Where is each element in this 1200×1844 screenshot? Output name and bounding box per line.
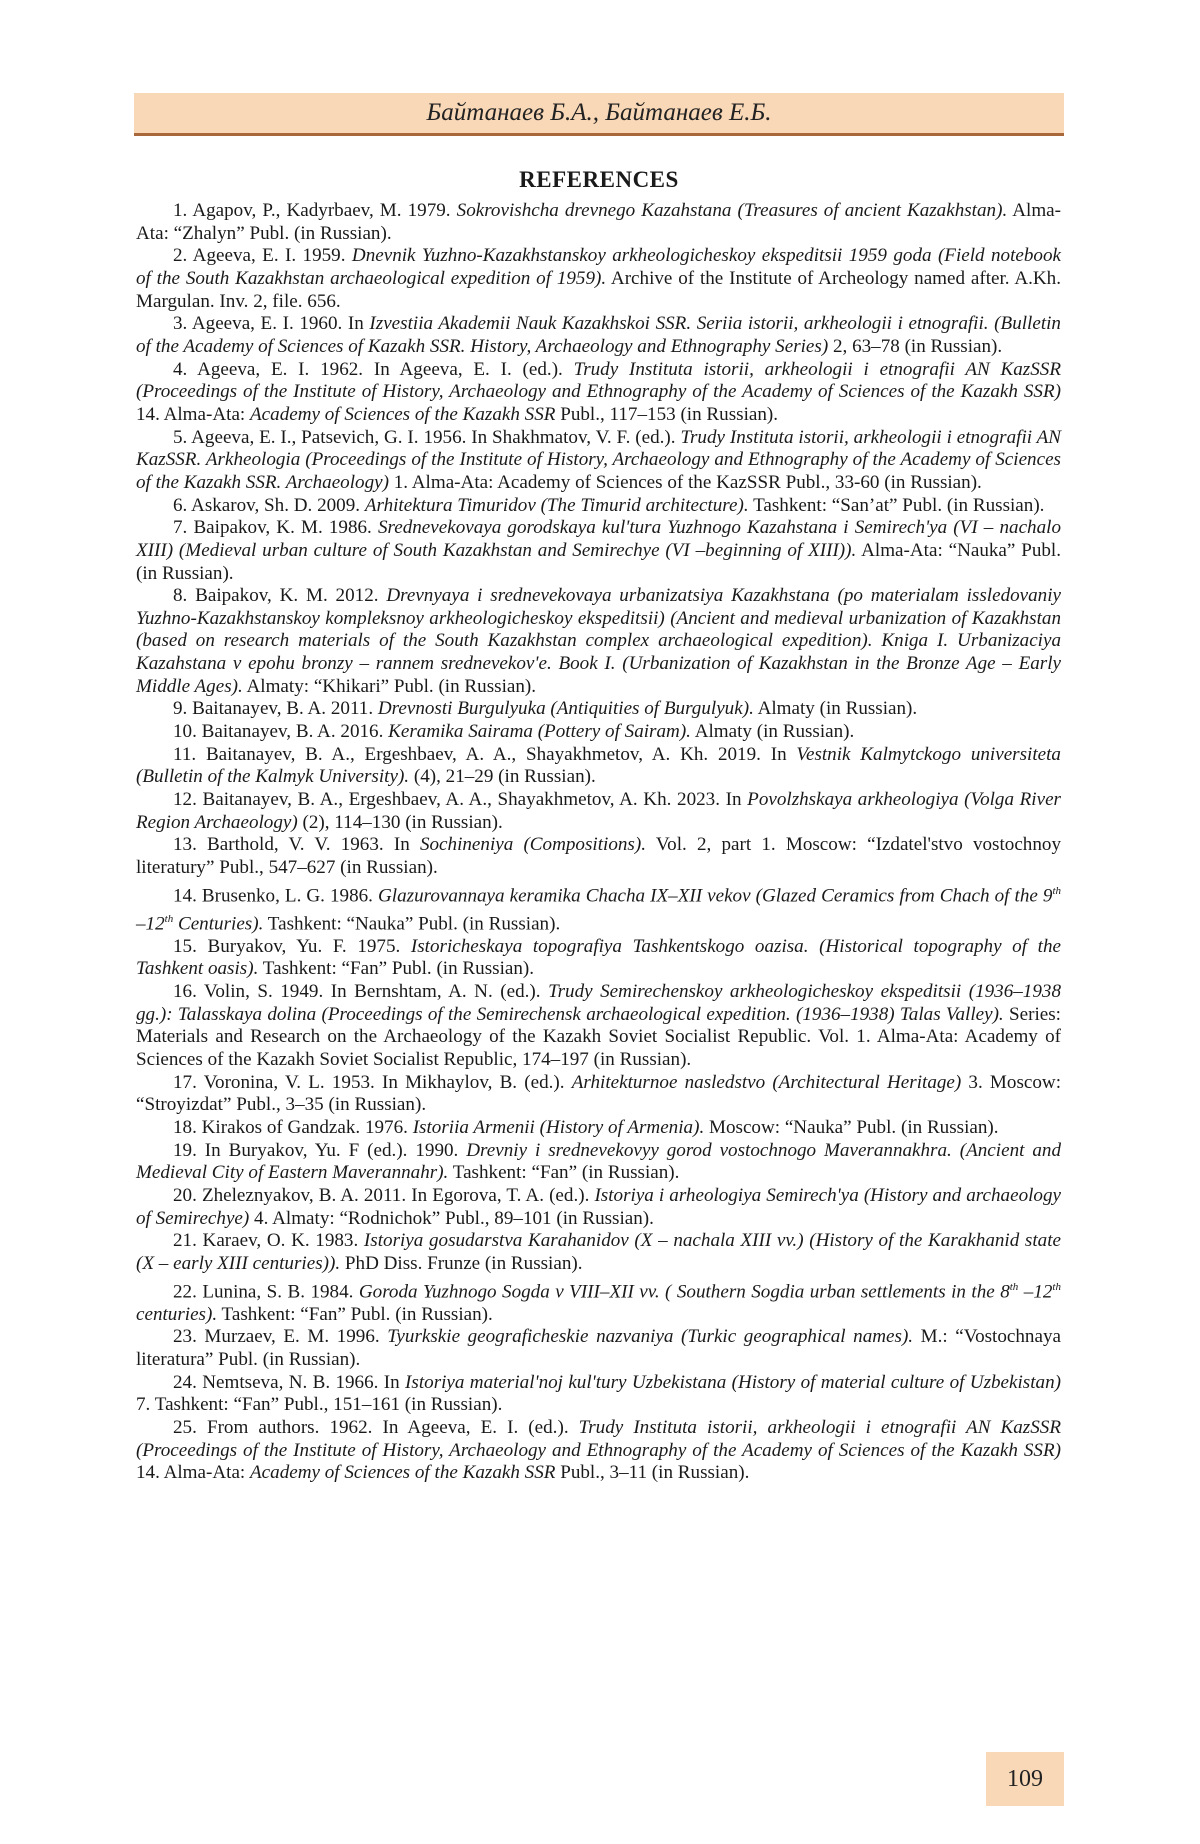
reference-item bbox=[136, 313, 1061, 358]
reference-segment: 14. Alma-Ata: bbox=[136, 404, 250, 425]
reference-segment: Sochineniya (Compositions). bbox=[420, 834, 646, 855]
reference-segment: 7. Baipakov, K. M. 1986. bbox=[173, 517, 378, 538]
reference-segment: Goroda Yuzhnogo Sogda v VIII–XII vv. ( Southern Sogdia urban settlements in the 8 bbox=[359, 1281, 1010, 1302]
reference-segment: Istoriya i arheologiya Semirech'ya (History and archaeology of Semirechye) bbox=[136, 1185, 1061, 1229]
reference-segment: Drevnosti Burgulyuka (Antiquities of Burgulyuk). bbox=[378, 698, 754, 719]
reference-segment: 3. Ageeva, E. I. 1960. In bbox=[173, 313, 369, 334]
reference-segment: 25. From authors. 1962. In Ageeva, E. I. (ed.). bbox=[173, 1417, 579, 1438]
reference-item bbox=[136, 834, 1061, 879]
reference-segment: 16. Volin, S. 1949. In Bernshtam, A. N. (ed.). bbox=[173, 981, 548, 1002]
reference-item bbox=[136, 1372, 1061, 1417]
reference-segment: 5. Ageeva, E. I., Patsevich, G. I. 1956. In Shakhmatov, V. F. (ed.). bbox=[173, 427, 680, 448]
reference-item bbox=[136, 981, 1061, 1072]
reference-segment: Vol. 2, part 1. Moscow: “Izdatel'stvo vostochnoy literatury” Publ., 547–627 (in Russian). bbox=[136, 834, 1061, 878]
reference-segment: 2, 63–78 (in Russian). bbox=[828, 336, 1002, 357]
reference-segment: Sokrovishcha drevnego Kazahstana (Treasures of ancient Kazakhstan). bbox=[457, 200, 1008, 221]
reference-item bbox=[136, 1276, 1061, 1327]
reference-segment: Trudy Semirechenskoy arkheologicheskoy ekspeditsii (1936–1938 gg.): Talasskaya dolina (Proceedings of the Semirechensk archaeological expedition. (1936–1938) Talas Valley). bbox=[136, 981, 1061, 1025]
reference-segment: Publ., 3–11 (in Russian). bbox=[555, 1462, 749, 1483]
reference-segment: th bbox=[1052, 1281, 1061, 1293]
reference-segment: 6. Askarov, Sh. D. 2009. bbox=[173, 495, 365, 516]
reference-segment: Keramika Sairama (Pottery of Sairam). bbox=[388, 721, 691, 742]
reference-segment: Alma-Ata: “Nauka” Publ. (in Russian). bbox=[136, 540, 1061, 584]
reference-segment: Arhitekturnoe nasledstvo (Architectural Heritage) bbox=[572, 1072, 962, 1093]
reference-segment: 1. Agapov, P., Kadyrbaev, M. 1979. bbox=[173, 200, 457, 221]
reference-segment: 14. Alma-Ata: bbox=[136, 1462, 250, 1483]
reference-segment: 4. Ageeva, E. I. 1962. In Ageeva, E. I. (ed.). bbox=[173, 359, 574, 380]
reference-segment: Srednevekovaya gorodskaya kul'tura Yuzhnogo Kazahstana i Semirech'ya (VI – nachalo XIII) (Medieval urban culture of South Kazakhstan and Semirechye (VI –beginning of XIII)). bbox=[136, 517, 1061, 561]
reference-segment: Izvestiia Akademii Nauk Kazakhskoi SSR. Seriia istorii, arkheologii i etnografii. (Bulletin of the Academy of Sciences of Kazakh SSR. History, Archaeology and Ethnography Series) bbox=[136, 313, 1061, 357]
reference-segment: 19. In Buryakov, Yu. F (ed.). 1990. bbox=[173, 1140, 466, 1161]
reference-segment: 20. Zheleznyakov, B. A. 2011. In Egorova, T. A. (ed.). bbox=[173, 1185, 594, 1206]
reference-segment: Trudy Instituta istorii, arkheologii i etnografii AN KazSSR. Arkheologia (Proceedings of the Institute of History, Archaeology and Ethnography of the Academy of Sciences of the Kazakh SSR. Archaeology) bbox=[136, 427, 1061, 493]
reference-item bbox=[136, 517, 1061, 585]
reference-item bbox=[136, 789, 1061, 834]
reference-segment: 8. Baipakov, K. M. 2012. bbox=[173, 585, 386, 606]
reference-segment: Drevnyaya i srednevekovaya urbanizatsiya Kazakhstana (po materialam issledovaniy Yuzhno-Kazakhstanskoy kompleksnoy arkheologicheskoy ekspeditsii) (Ancient and medieval urbanization of Kazakhstan (based on research materials of the South Kazakhstan complex archaeological expedition). Kniga I. Urbanizaciya Kazahstana v epohu bronzy – rannem srednevekov'e. Book I. (Urbanization of Kazakhstan in the Bronze Age – Early Middle Ages). bbox=[136, 585, 1061, 697]
reference-segment: Istoriya material'noj kul'tury Uzbekistana (History of material culture of Uzbekistan) bbox=[405, 1372, 1061, 1393]
reference-segment: Tyurkskie geograficheskie nazvaniya (Turkic geographical names). bbox=[387, 1326, 913, 1347]
reference-segment: Dnevnik Yuzhno-Kazakhstanskoy arkheologicheskoy ekspeditsii 1959 goda (Field notebook of the South Kazakhstan archaeological expedition of 1959). bbox=[136, 245, 1061, 289]
reference-segment: th bbox=[1010, 1281, 1019, 1293]
running-header bbox=[134, 93, 1064, 136]
reference-segment: 14. Brusenko, L. G. 1986. bbox=[173, 885, 378, 906]
reference-item bbox=[136, 495, 1061, 518]
reference-segment: 2. Ageeva, E. I. 1959. bbox=[173, 245, 352, 266]
reference-segment: Tashkent: “Fan” Publ. (in Russian). bbox=[258, 958, 534, 979]
reference-segment: Tashkent: “Fan” Publ. (in Russian). bbox=[217, 1304, 493, 1325]
reference-segment: 18. Kirakos of Gandzak. 1976. bbox=[173, 1117, 413, 1138]
reference-segment: PhD Diss. Frunze (in Russian). bbox=[340, 1253, 582, 1274]
reference-segment: Glazurovannaya keramika Chacha IX–XII vekov (Glazed Ceramics from Chach of the 9 bbox=[378, 885, 1052, 906]
reference-segment: –12 bbox=[1018, 1281, 1052, 1302]
reference-item bbox=[136, 1185, 1061, 1230]
reference-segment: Publ., 117–153 (in Russian). bbox=[555, 404, 778, 425]
reference-item bbox=[136, 880, 1061, 936]
reference-item bbox=[136, 698, 1061, 721]
reference-item bbox=[136, 1140, 1061, 1185]
reference-item bbox=[136, 1117, 1061, 1140]
reference-item bbox=[136, 245, 1061, 313]
reference-item bbox=[136, 936, 1061, 981]
reference-segment: Tashkent: “San’at” Publ. (in Russian). bbox=[749, 495, 1045, 516]
reference-segment: (4), 21–29 (in Russian). bbox=[409, 766, 596, 787]
reference-item bbox=[136, 200, 1061, 245]
reference-segment: 24. Nemtseva, N. B. 1966. In bbox=[173, 1372, 405, 1393]
reference-segment: Alma-Ata: “Zhalyn” Publ. (in Russian). bbox=[136, 200, 1061, 244]
reference-segment: 1. Alma-Ata: Academy of Sciences of the KazSSR Publ., 33-60 (in Russian). bbox=[389, 472, 982, 493]
reference-item bbox=[136, 1417, 1061, 1485]
reference-segment: Istoriya gosudarstva Karahanidov (X – nachala XIII vv.) (History of the Karakhanid state (X – early XIII centuries)). bbox=[136, 1230, 1061, 1274]
reference-segment: (2), 114–130 (in Russian). bbox=[298, 812, 503, 833]
reference-segment: Tashkent: “Fan” (in Russian). bbox=[448, 1162, 679, 1183]
reference-segment: Archive of the Institute of Archeology named after. A.Kh. Margulan. Inv. 2, file. 656. bbox=[136, 268, 1061, 312]
reference-segment: Almaty: “Khikari” Publ. (in Russian). bbox=[243, 676, 536, 697]
reference-item bbox=[136, 1230, 1061, 1275]
reference-segment: Istoriia Armenii (History of Armenia). bbox=[413, 1117, 705, 1138]
reference-segment: 23. Murzaev, E. M. 1996. bbox=[173, 1326, 387, 1347]
reference-segment: Almaty (in Russian). bbox=[754, 698, 917, 719]
reference-segment: 3. Moscow: “Stroyizdat” Publ., 3–35 (in Russian). bbox=[136, 1072, 1061, 1116]
reference-segment: 15. Buryakov, Yu. F. 1975. bbox=[173, 936, 411, 957]
reference-segment: th bbox=[1052, 885, 1061, 897]
reference-segment: Trudy Instituta istorii, arkheologii i etnografii AN KazSSR (Proceedings of the Institute of History, Archaeology and Ethnography of the Academy of Sciences of the Kazakh SSR) bbox=[136, 359, 1061, 403]
reference-segment: 11. Baitanayev, B. A., Ergeshbaev, A. A., Shayakhmetov, A. Kh. 2019. In bbox=[173, 744, 796, 765]
reference-segment: Academy of Sciences of the Kazakh SSR bbox=[250, 1462, 555, 1483]
reference-segment: Centuries). bbox=[173, 913, 263, 934]
reference-segment: 22. Lunina, S. B. 1984. bbox=[173, 1281, 359, 1302]
reference-item bbox=[136, 359, 1061, 427]
reference-segment: Istoricheskaya topografiya Tashkentskogo oazisa. (Historical topography of the Tashkent oasis). bbox=[136, 936, 1061, 980]
reference-segment: Arhitektura Timuridov (The Timurid architecture). bbox=[365, 495, 749, 516]
reference-segment: 21. Karaev, O. K. 1983. bbox=[173, 1230, 364, 1251]
reference-item bbox=[136, 721, 1061, 744]
reference-segment: 4. Almaty: “Rodnichok” Publ., 89–101 (in Russian). bbox=[249, 1208, 654, 1229]
page-number: 109 bbox=[986, 1752, 1064, 1806]
reference-segment: Almaty (in Russian). bbox=[691, 721, 854, 742]
reference-segment: Moscow: “Nauka” Publ. (in Russian). bbox=[704, 1117, 998, 1138]
reference-segment: Series: Materials and Research on the Archaeology of the Kazakh Soviet Socialist Republic. Vol. 1. Alma-Ata: Academy of Sciences of the Kazakh Soviet Socialist Republic, 174–197 (in Russian). bbox=[136, 1004, 1061, 1070]
reference-list bbox=[136, 200, 1061, 1485]
reference-segment: Tashkent: “Nauka” Publ. (in Russian). bbox=[263, 913, 560, 934]
section-title: REFERENCES bbox=[134, 167, 1064, 193]
reference-item bbox=[136, 585, 1061, 698]
reference-segment: 17. Voronina, V. L. 1953. In Mikhaylov, B. (ed.). bbox=[173, 1072, 572, 1093]
reference-segment: 9. Baitanayev, B. A. 2011. bbox=[173, 698, 378, 719]
reference-segment: 13. Barthold, V. V. 1963. In bbox=[173, 834, 420, 855]
reference-segment: –12 bbox=[136, 913, 165, 934]
reference-segment: Trudy Instituta istorii, arkheologii i etnografii AN KazSSR (Proceedings of the Institute of History, Archaeology and Ethnography of the Academy of Sciences of the Kazakh SSR) bbox=[136, 1417, 1061, 1461]
reference-segment: 7. Tashkent: “Fan” Publ., 151–161 (in Russian). bbox=[136, 1394, 502, 1415]
reference-segment: 10. Baitanayev, B. A. 2016. bbox=[173, 721, 388, 742]
reference-item bbox=[136, 1072, 1061, 1117]
reference-segment: Vestnik Kalmytckogo universiteta (Bulletin of the Kalmyk University). bbox=[136, 744, 1061, 788]
reference-segment: 12. Baitanayev, B. A., Ergeshbaev, A. A., Shayakhmetov, A. Kh. 2023. In bbox=[173, 789, 747, 810]
reference-segment: Academy of Sciences of the Kazakh SSR bbox=[250, 404, 555, 425]
running-header-title: Байтанаев Б.А., Байтанаев Е.Б. bbox=[427, 99, 772, 127]
reference-item bbox=[136, 427, 1061, 495]
reference-item bbox=[136, 1326, 1061, 1371]
reference-segment: Povolzhskaya arkheologiya (Volga River Region Archaeology) bbox=[136, 789, 1061, 833]
reference-segment: M.: “Vostochnaya literatura” Publ. (in Russian). bbox=[136, 1326, 1061, 1370]
reference-segment: Drevniy i srednevekovyy gorod vostochnogo Maverannakhra. (Ancient and Medieval City of Eastern Maverannahr). bbox=[136, 1140, 1061, 1184]
reference-segment: centuries). bbox=[136, 1304, 217, 1325]
reference-segment: th bbox=[165, 913, 174, 925]
reference-item bbox=[136, 744, 1061, 789]
